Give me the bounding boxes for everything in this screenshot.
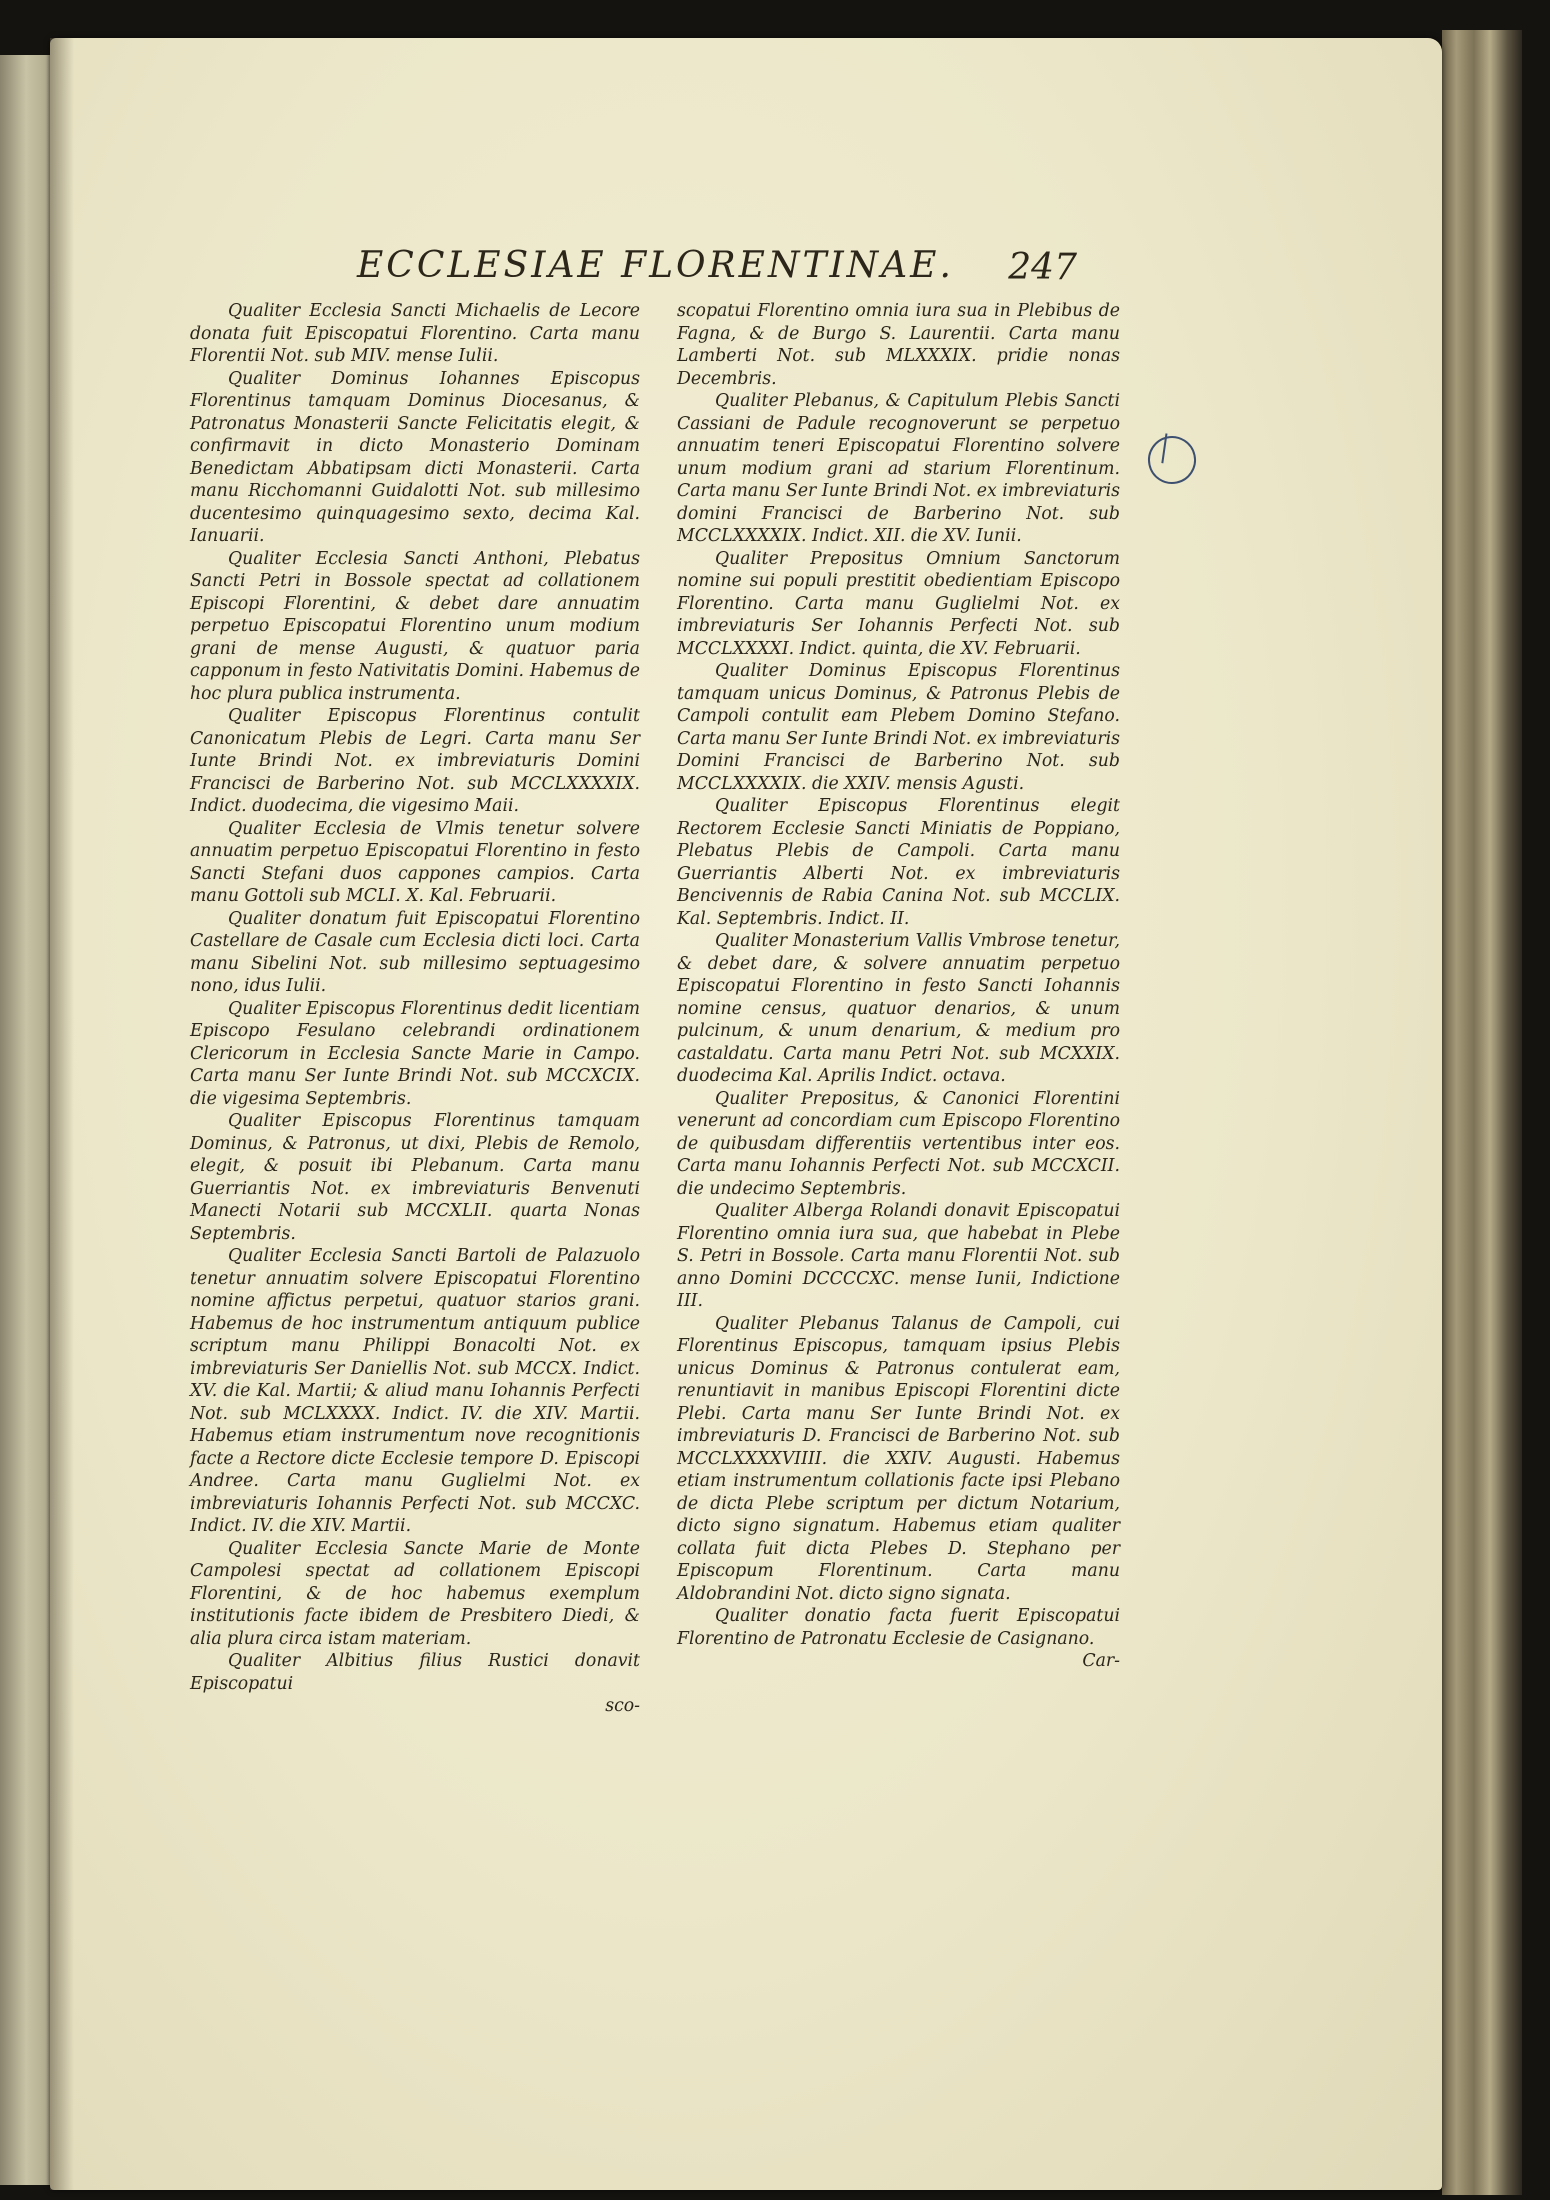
- catchword: sco-: [605, 1696, 640, 1716]
- entry-paragraph: Qualiter Albitius filius Rustici donavit Episcopatui: [190, 1651, 640, 1694]
- entry-paragraph: Qualiter Plebanus, & Capitulum Plebis Sancti Cassiani de Padule recognoverunt se perpetuo annuatim teneri Episcopatui Florentino solvere unum modium grani ad starium Florentinum. Carta manu Ser Iunte Brindi Not. ex imbreviaturis domini Francisci de Barberino Not. sub MCCLXXXXIX. Indict. XII. die XV. Iunii.: [677, 391, 1120, 546]
- entry-paragraph: Qualiter Monasterium Vallis Vmbrose tenetur, & debet dare, & solvere annuatim perpetuo Episcopatui Florentino in festo Sancti Iohannis nomine census, quatuor denarios, & unum pulcinum, & unum denarium, & medium pro castaldatu. Carta manu Petri Not. sub MCXXIX. duodecima Kal. Aprilis Indict. octava.: [677, 931, 1120, 1086]
- entry-paragraph: Qualiter Ecclesia de Vlmis tenetur solvere annuatim perpetuo Episcopatui Florentino in festo Sancti Stefani duos cappones campios. Carta manu Gottoli sub MCLI. X. Kal. Februarii.: [190, 818, 640, 906]
- entry-paragraph: scopatui Florentino omnia iura sua in Plebibus de Fagna, & de Burgo S. Laurentii. Carta manu Lamberti Not. sub MLXXXIX. pridie nonas Decembris.: [677, 301, 1120, 389]
- running-head: [357, 245, 1077, 297]
- entry-paragraph: Qualiter Episcopus Florentinus elegit Rectorem Ecclesie Sancti Miniatis de Poppiano, Plebatus Plebis de Campoli. Carta manu Guerriantis Alberti Not. ex imbreviaturis Bencivennis de Rabia Canina Not. sub MCCLIX. Kal. Septembris. Indict. II.: [677, 796, 1120, 929]
- page-block-edge: [1442, 30, 1522, 2195]
- catchword: Car-: [1082, 1651, 1120, 1671]
- entry-paragraph: Qualiter Alberga Rolandi donavit Episcopatui Florentino omnia iura sua, que habebat in Plebe S. Petri in Bossole. Carta manu Florentii Not. sub anno Domini DCCCCXC. mense Iunii, Indictione III.: [677, 1201, 1120, 1311]
- page-gutter-shadow: [50, 38, 74, 2190]
- entry-paragraph: Qualiter Episcopus Florentinus dedit licentiam Episcopo Fesulano celebrandi ordinationem Clericorum in Ecclesia Sancte Marie in Campo. Carta manu Ser Iunte Brindi Not. sub MCCXCIX. die vigesima Septembris.: [190, 998, 640, 1109]
- page-number: 247: [1008, 247, 1077, 288]
- entry-paragraph: Qualiter Episcopus Florentinus tamquam Dominus, & Patronus, ut dixi, Plebis de Remolo, elegit, & posuit ibi Plebanum. Carta manu Guerriantis Not. ex imbreviaturis Benvenuti Manecti Notarii sub MCCXLII. quarta Nonas Septembris.: [190, 1111, 640, 1244]
- entry-paragraph: Qualiter Plebanus Talanus de Campoli, cui Florentinus Episcopus, tamquam ipsius Plebis unicus Dominus & Patronus contulerat eam, renuntiavit in manibus Episcopi Florentini dicte Plebi. Carta manu Ser Iunte Brindi Not. ex imbreviaturis D. Francisci de Barberino Not. sub MCCLXXXXVIIII. die XXIV. Augusti. Habemus etiam instrumentum collationis facte ipsi Plebano de dicta Plebe scriptum per dictum Notarium, dicto signo signatum. Habemus etiam qualiter collata fuit dicta Plebes D. Stephano per Episcopum Florentinum. Carta manu Aldobrandini Not. dicto signo signata.: [677, 1313, 1120, 1604]
- entry-paragraph: Qualiter Ecclesia Sancti Bartoli de Palazuolo tenetur annuatim solvere Episcopatui Florentino nomine affictus perpetui, quatuor starios grani. Habemus de hoc instrumentum antiquum publice scriptum manu Philippi Bonacolti Not. ex imbreviaturis Ser Daniellis Not. sub MCCX. Indict. XV. die Kal. Martii; & aliud manu Iohannis Perfecti Not. sub MCLXXXX. Indict. IV. die XIV. Martii. Habemus etiam instrumentum nove recognitionis facte a Rectore dicte Ecclesie tempore D. Episcopi Andree. Carta manu Guglielmi Not. ex imbreviaturis Iohannis Perfecti Not. sub MCCXC. Indict. IV. die XIV. Martii.: [190, 1246, 640, 1536]
- right-column: [677, 300, 1120, 1673]
- left-column: [190, 300, 640, 1718]
- entry-paragraph: Qualiter Ecclesia Sancti Michaelis de Lecore donata fuit Episcopatui Florentino. Carta manu Florentii Not. sub MIV. mense Iulii.: [190, 301, 640, 366]
- entry-paragraph: Qualiter donatum fuit Episcopatui Florentino Castellare de Casale cum Ecclesia dicti loci. Carta manu Sibelini Not. sub millesimo septuagesimo nono, idus Iulii.: [190, 908, 640, 996]
- entry-paragraph: Qualiter Episcopus Florentinus contulit Canonicatum Plebis de Legri. Carta manu Ser Iunte Brindi Not. ex imbreviaturis Domini Francisci de Barberino Not. sub MCCLXXXXIX. Indict. duodecima, die vigesimo Maii.: [190, 706, 640, 816]
- entry-paragraph: Qualiter Ecclesia Sancte Marie de Monte Campolesi spectat ad collationem Episcopi Florentini, & de hoc habemus exemplum institutionis facte ibidem de Presbitero Diedi, & alia plura circa istam materiam.: [190, 1538, 640, 1649]
- entry-paragraph: Qualiter Ecclesia Sancti Anthoni, Plebatus Sancti Petri in Bossole spectat ad collationem Episcopi Florentini, & debet dare annuatim perpetuo Episcopatui Florentino unum modium grani de mense Augusti, & quatuor paria capponum in festo Nativitatis Domini. Habemus de hoc plura publica instrumenta.: [190, 548, 640, 704]
- entry-paragraph: Qualiter Dominus Episcopus Florentinus tamquam unicus Dominus, & Patronus Plebis de Campoli contulit eam Plebem Domino Stefano. Carta manu Ser Iunte Brindi Not. ex imbreviaturis Domini Francisci de Barberino Not. sub MCCLXXXXIX. die XXIV. mensis Agusti.: [677, 661, 1120, 794]
- entry-paragraph: Qualiter Prepositus Omnium Sanctorum nomine sui populi prestitit obedientiam Episcopo Florentino. Carta manu Guglielmi Not. ex imbreviaturis Ser Iohannis Perfecti Not. sub MCCLXXXXI. Indict. quinta, die XV. Februarii.: [677, 548, 1120, 659]
- entry-paragraph: Qualiter Dominus Iohannes Episcopus Florentinus tamquam Dominus Diocesanus, & Patronatus Monasterii Sancte Felicitatis elegit, & confirmavit in dicto Monasterio Dominam Benedictam Abbatipsam dicti Monasterii. Carta manu Ricchomanni Guidalotti Not. sub millesimo ducentesimo quinquagesimo sexto, decima Kal. Ianuarii.: [190, 368, 640, 546]
- running-title: ECCLESIAE FLORENTINAE.: [357, 245, 954, 286]
- entry-paragraph: Qualiter Prepositus, & Canonici Florentini venerunt ad concordiam cum Episcopo Florentino de quibusdam differentiis vertentibus inter eos. Carta manu Iohannis Perfecti Not. sub MCCXCII. die undecimo Septembris.: [677, 1088, 1120, 1199]
- entry-paragraph: Qualiter donatio facta fuerit Episcopatui Florentino de Patronatu Ecclesie de Casignano.: [677, 1606, 1120, 1649]
